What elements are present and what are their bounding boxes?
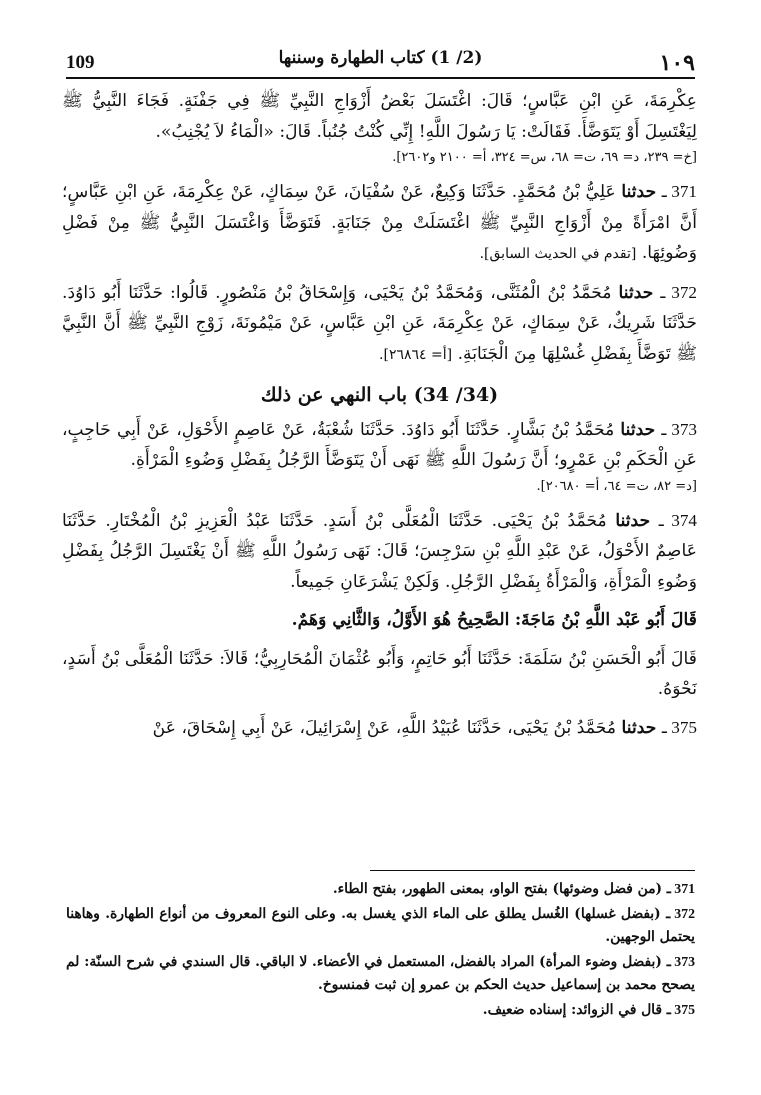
source-reference: [د= ٨٢، ت= ٦٤، أ= ٢٠٦٨٠]. xyxy=(536,478,697,494)
footnote-text: (بفضل غسلها) الغُسل يطلق على الماء الذي يغسل به. وعلى النوع المعروف من أنواع الطهارة. وهاهنا يحتمل الوجهين. xyxy=(66,906,695,945)
footnote-text: (بفضل وضوء المرأة) المراد بالفضل، المستعمل في الأعضاء. لا الباقي. قال السندي في شرح السنّة: لم يصحح محمد بن إسماعيل حديث الحكم بن عمرو إن ثبت فمنسوخ. xyxy=(66,954,695,993)
footnote-number: 373 ـ xyxy=(666,954,695,969)
footnote xyxy=(66,902,695,949)
hadith-lead: حدثنا xyxy=(618,282,654,303)
comment-lead: قَالَ أَبُو عَبْد اللَّهِ بْنُ مَاجَةَ: xyxy=(514,610,697,630)
hadith-text: عَلِيُّ بْنُ مُحَمَّدٍ. حَدَّثَنَا وَكِيعٌ، عَنْ سُفْيَانَ، عَنْ سِمَاكٍ، عَنْ عِكْرِمَةَ، عَنِ ابْنِ عَبَّاسٍ؛ أَنَّ امْرَأَةً مِنْ أَزْوَاجِ النَّبِيِّ ﷺ اغْتَسَلَتْ مِنْ جَنَابَةٍ. فَتَوَضَّأَ وَاغْتَسَلَ النَّبِيُّ ﷺ مِنْ فَضْلِ وَضُوئِهَا. xyxy=(62,182,697,263)
hadith-note: [تقدم في الحديث السابق]. xyxy=(479,246,637,262)
source-reference: [أ= ٢٦٨٦٤]. xyxy=(379,346,453,363)
page-header xyxy=(66,44,695,74)
footnote-number: 375 ـ xyxy=(666,1002,695,1017)
hadith-371 xyxy=(62,177,697,270)
hadith-lead: حدثنا xyxy=(621,182,657,202)
hadith-lead: حدثنا xyxy=(615,510,651,531)
comment-text: الصَّحِيحُ هُوَ الأَوَّلُ، وَالثَّانِي وَهَمٌ. xyxy=(291,610,510,630)
running-title: (2/ 1) كتاب الطهارة وسننها xyxy=(278,48,483,68)
hadith-374 xyxy=(62,506,697,598)
hadith-372 xyxy=(62,278,697,371)
hadith-text: مُحَمَّدُ بْنُ يَحْيَى. حَدَّثَنَا الْمُعَلَّى بْنُ أَسَدٍ. حَدَّثَنَا عَبْدُ الْعَزِيزِ بْنُ الْمُخْتَارِ. حَدَّثَنَا عَاصِمٌ الأَحْوَلُ، عَنْ عَبْدِ اللَّهِ بْنِ سَرْجِسَ؛ قَالَ: نَهَى رَسُولُ اللَّهِ ﷺ أَنْ يَغْتَسِلَ الرَّجُلُ بِفَضْلِ وَضُوءِ الْمَرْأَةِ، وَالْمَرْأَةُ بِفَضْلِ الرَّجُلِ. وَلَكِنْ يَشْرَعَانِ جَمِيعاً. xyxy=(62,510,697,592)
footnote-number: 372 ـ xyxy=(666,906,695,921)
chapter-title: (34/ 34) باب النهي عن ذلك xyxy=(260,384,499,406)
hadith-375 xyxy=(62,713,697,744)
hadith-number: 371 ـ xyxy=(661,182,697,201)
abu-hasan-comment xyxy=(62,644,697,705)
page-number-arabic: ١٠٩ xyxy=(659,50,695,76)
hadith-number: 375 ـ xyxy=(661,717,697,737)
footnotes xyxy=(66,877,695,1023)
header-rule xyxy=(66,77,695,79)
hadith-lead: حدثنا xyxy=(620,419,656,440)
hadith-text: مُحَمَّدُ بْنُ بَشَّارٍ. حَدَّثَنَا أَبُو دَاوُدَ. حَدَّثَنَا شُعْبَةُ، عَنْ عَاصِمٍ الأَحْوَلِ، عَنْ أَبِي حَاجِبٍ، عَنِ الْحَكَمِ بْنِ عَمْرٍو؛ أَنَّ رَسُولَ اللَّهِ ﷺ نَهَى أَنْ يَتَوَضَّأَ الرَّجُلُ بِفَضْلِ وَضُوءِ الْمَرْأَةِ. xyxy=(62,419,697,470)
hadith-number: 372 ـ xyxy=(660,282,697,302)
footnote-text: (من فضل وضوئها) بفتح الواو، بمعنى الطهور، بفتح الطاء. xyxy=(332,881,662,897)
footnote-text: قال في الزوائد: إسناده ضعيف. xyxy=(482,1002,662,1018)
continuation-text: عِكْرِمَةَ، عَنِ ابْنِ عَبَّاسٍ؛ قَالَ: اغْتَسَلَ بَعْضُ أَزْوَاجِ النَّبِيِّ ﷺ فِي جَفْنَةٍ. فَجَاءَ النَّبِيُّ ﷺ لِيَغْتَسِلَ أَوْ يَتَوَضَّأَ. فَقَالَتْ: يَا رَسُولَ اللَّهِ! إِنِّي كُنْتُ جُنُباً. قَالَ: «الْمَاءُ لاَ يُجْنِبُ». xyxy=(62,91,697,142)
hadith-text: مُحَمَّدُ بْنُ الْمُثَنَّى، وَمُحَمَّدُ بْنُ يَحْيَى، وَإِسْحَاقُ بْنُ مَنْصُورٍ. قَالُوا: حَدَّثَنَا أَبُو دَاوُدَ. حَدَّثَنَا شَرِيكٌ، عَنْ سِمَاكٍ، عَنْ عِكْرِمَةَ، عَنِ ابْنِ عَبَّاسٍ، عَنْ مَيْمُونَةَ، زَوْجِ النَّبِيِّ ﷺ أَنَّ النَّبِيَّ ﷺ تَوَضَّأَ بِفَضْلِ غُسْلِهَا مِنَ الْجَنَابَةِ. xyxy=(62,282,697,364)
footnote-number: 371 ـ xyxy=(666,881,695,896)
footnote-rule xyxy=(370,870,695,871)
hadith-text: مُحَمَّدُ بْنُ يَحْيَى، حَدَّثَنَا عُبَيْدُ اللَّهِ، عَنْ إِسْرَائِيلَ، عَنْ أَبِي إِسْحَاقَ، عَنْ xyxy=(152,717,617,738)
footnote xyxy=(66,950,695,997)
footnote xyxy=(66,877,695,901)
ibn-majah-comment xyxy=(62,605,697,636)
hadith-lead: حدثنا xyxy=(621,717,657,738)
page-number-latin: 109 xyxy=(66,52,95,73)
footnote xyxy=(66,998,695,1022)
main-text xyxy=(62,86,697,751)
continuation-paragraph xyxy=(62,86,697,169)
source-reference: [خ= ٢٣٩، د= ٦٩، ت= ٦٨، س= ٣٢٤، أ= ٢١٠٠ و٢٦٠٢]. xyxy=(392,150,697,165)
hadith-number: 374 ـ xyxy=(658,510,697,530)
hadith-373 xyxy=(62,415,697,498)
comment-text: قَالَ أَبُو الْحَسَنِ بْنُ سَلَمَةَ: حَدَّثَنَا أَبُو حَاتِمٍ، وَأَبُو عُثْمَانَ الْمُحَارِبِيُّ؛ قَالاَ: حَدَّثَنَا الْمُعَلَّى بْنُ أَسَدٍ، نَحْوَهُ. xyxy=(62,648,697,699)
hadith-number: 373 ـ xyxy=(661,419,697,439)
